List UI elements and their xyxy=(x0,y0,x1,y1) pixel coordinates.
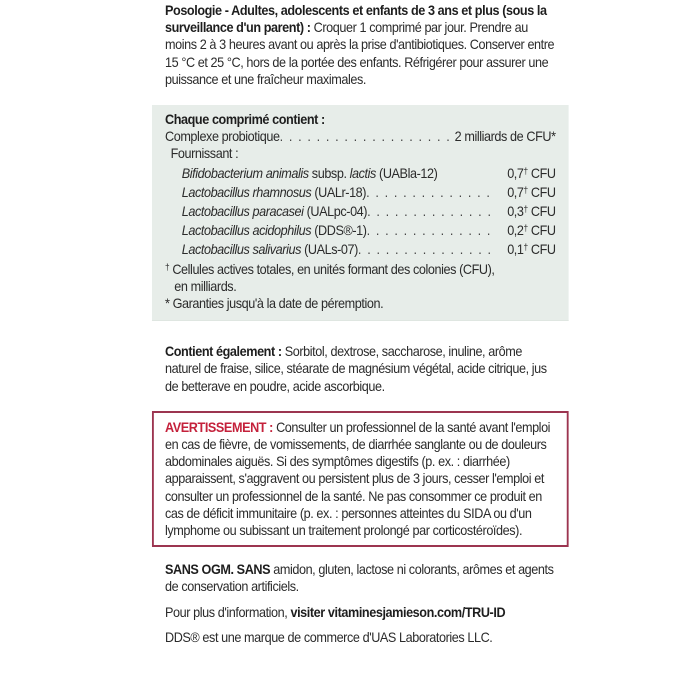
leader-dots xyxy=(358,241,496,258)
complex-name: Complexe probiotique xyxy=(165,129,280,145)
strain-list xyxy=(165,163,556,259)
strain-name xyxy=(182,165,438,182)
strain-amount: 0,3† CFU xyxy=(507,204,556,220)
strain-row xyxy=(182,220,556,239)
species-name: Lactobacillus paracasei xyxy=(181,204,304,220)
info-line xyxy=(165,604,556,621)
leader-dots xyxy=(367,222,497,239)
species-name: Bifidobacterium animalis xyxy=(181,165,309,181)
strain-code: (UALpc-04) xyxy=(303,204,368,220)
leader-dots xyxy=(367,203,496,220)
dosage-section xyxy=(165,2,556,88)
strain-row xyxy=(182,239,556,258)
strain-name xyxy=(182,203,367,220)
also-contains-section xyxy=(165,343,556,395)
strain-name xyxy=(182,222,367,239)
also-contains-text: Sorbitol, dextrose, saccharose, inuline, arôme naturel de fraise, silice, stéarate de magnésium végétal, acide citrique, jus de betterave en poudre, acide ascorbique. xyxy=(165,344,547,394)
footnote-dagger: † Cellules actives totales, en unités formant des colonies (CFU), xyxy=(165,261,495,277)
strain-name xyxy=(182,241,358,258)
complex-value: 2 milliards de CFU* xyxy=(454,129,556,145)
species-name: Lactobacillus rhamnosus xyxy=(181,184,312,200)
warning-text: Consulter un professionnel de la santé avant l'emploi en cas de fièvre, de vomissements, de diarrhée sanglante ou de douleurs abdominales aiguës. Si des symptômes digestifs (p. ex. : diarrhée) apparaissent, s'aggravent ou persistent plus de 3 jours, cesser l'emploi et consulter un professionnel de la santé. Ne pas consommer ce produit en cas de déficit immunitaire (p. ex. : personnes atteintes du SIDA ou d'un lymphome ou subissant un traitement prolongé par corticostéroïdes). xyxy=(165,419,551,539)
strain-name xyxy=(182,184,366,201)
dosage-text: Croquer 1 comprimé par jour. Prendre au moins 2 à 3 heures avant ou après la prise d'antibiotiques. Conserver entre 15 °C et 25 °C, hors de la portée des enfants. Réfrigérer pour assurer une puissance et une fraîcheur maximales. xyxy=(165,20,555,87)
strain-amount: 0,2† CFU xyxy=(507,223,556,239)
free-from-section xyxy=(165,561,556,595)
strain-row xyxy=(182,201,556,220)
trademark-notice: DDS® est une marque de commerce d'UAS Laboratories LLC. xyxy=(165,629,493,645)
leader-dots xyxy=(280,128,455,145)
strain-code: (UALr-18) xyxy=(311,184,367,200)
free-from-text: amidon, gluten, lactose ni colorants, arômes et agents de conservation artificiels. xyxy=(165,562,554,595)
website-link[interactable]: visiter vitaminesjamieson.com/TRU-ID xyxy=(290,604,506,620)
strain-amount: 0,1† CFU xyxy=(507,242,556,258)
product-label xyxy=(165,2,556,646)
footnote-star: * Garanties jusqu'à la date de péremption. xyxy=(165,296,384,312)
species-name: Lactobacillus acidophilus xyxy=(181,223,312,239)
strain-amount: 0,7† CFU xyxy=(507,184,556,200)
warning-heading: AVERTISSEMENT : xyxy=(165,419,273,435)
leader-dots xyxy=(366,184,496,201)
warning-box xyxy=(152,411,569,547)
footnote-dagger-cont: en milliards. xyxy=(174,278,237,294)
strain-row xyxy=(182,182,556,201)
strain-code: (UABla-12) xyxy=(375,165,438,181)
subspecies-label: subsp. xyxy=(308,165,350,181)
info-text: Pour plus d'information, xyxy=(165,604,288,620)
free-from-heading: SANS OGM. SANS xyxy=(165,562,271,578)
dosage-heading: Posologie - Adultes, adolescents et enfants de 3 ans et plus (sous la surveillance d'un parent) : xyxy=(165,3,547,36)
species-name: Lactobacillus salivarius xyxy=(181,242,301,258)
composition-box xyxy=(152,105,569,321)
composition-heading: Chaque comprimé contient : xyxy=(165,112,325,128)
strain-code: (UALs-07) xyxy=(300,242,358,258)
also-contains-heading: Contient également : xyxy=(165,344,282,360)
strain-code: (DDS®-1) xyxy=(311,223,367,239)
strain-row xyxy=(182,163,556,182)
probiotic-complex-row xyxy=(165,128,556,145)
providing-label: Fournissant : xyxy=(170,146,239,162)
strain-amount: 0,7† CFU xyxy=(507,165,556,181)
subspecies-name: lactis xyxy=(349,165,376,181)
